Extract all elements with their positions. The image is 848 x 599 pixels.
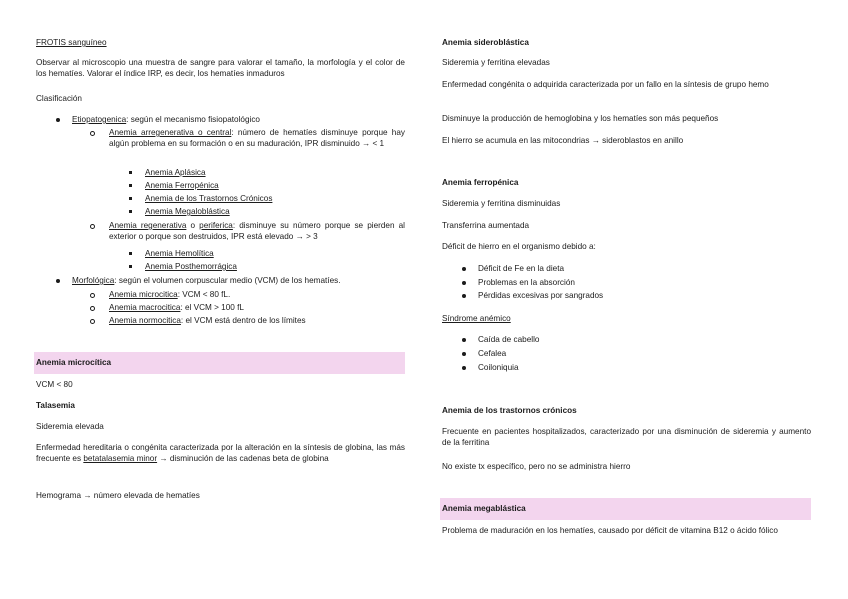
reg-item-label: Anemia Hemolítica (145, 249, 214, 258)
ferro-p3: Déficit de hierro en el organismo debido a: (442, 242, 596, 251)
betatalasemia-term: betatalasemia minor (83, 454, 158, 464)
talasemia-p3: Hemograma → número elevada de hematíes (36, 491, 200, 500)
talasemia-p2 (36, 442, 405, 464)
arreg-rest: : número de hematíes disminuye porque hay algún problema en su formación o en su maduración, IPR disminuido → < 1 (109, 128, 405, 149)
morfo-item-rest: : el VCM está dentro de los límites (180, 316, 306, 325)
circle-bullet-icon (90, 131, 95, 136)
sindrome-title: Síndrome anémico (442, 314, 511, 323)
ferro-item-label: Problemas en la absorción (478, 278, 575, 287)
arreg-item-label: Anemia Ferropénica (145, 181, 219, 190)
ferro-p2: Transferrina aumentada (442, 221, 530, 230)
reg-term-2: periferica (199, 221, 233, 230)
megablastica-header: Anemia megablástica (440, 498, 811, 520)
square-bullet-icon (129, 197, 132, 200)
morfo-rest: : según el volumen corpuscular medio (VCM) de los hematíes. (114, 276, 341, 285)
cronicos-p2: No existe tx específico, pero no se administra hierro (442, 462, 631, 471)
bullet-dot-icon (56, 118, 60, 122)
microcitica-header: Anemia microcítica (34, 352, 405, 374)
square-bullet-icon (129, 252, 132, 255)
bullet-dot-icon (462, 352, 466, 356)
bullet-dot-icon (462, 338, 466, 342)
sidero-title: Anemia sideroblástica (442, 38, 529, 47)
talasemia-p2-a: Enfermedad hereditaria o congénita caracterizada por la alteración en la síntesis de globina, las más frecuente es (36, 443, 405, 464)
frotis-intro: Observar al microscopio una muestra de sangre para valorar el tamaño, la morfología y el color de los hematíes. Valorar el índice IRP, es decir, los hematíes inmaduros (36, 58, 405, 79)
cronicos-title: Anemia de los trastornos crónicos (442, 406, 577, 415)
arreg-item-label: Anemia de los Trastornos Crónicos (145, 194, 273, 203)
morfo-item-term: Anemia macrocitica (109, 303, 181, 312)
ferro-item-label: Pérdidas excesivas por sangrados (478, 291, 604, 300)
circle-bullet-icon (90, 306, 95, 311)
ferro-p1: Sideremia y ferritina disminuidas (442, 199, 561, 208)
sindrome-item-label: Cefalea (478, 349, 507, 358)
mega-p1: Problema de maduración en los hematíes, causado por déficit de vitamina B12 o ácido fólico (442, 526, 778, 535)
sidero-p4: El hierro se acumula en las mitocondrias → sideroblastos en anillo (442, 136, 684, 145)
circle-bullet-icon (90, 319, 95, 324)
square-bullet-icon (129, 171, 132, 174)
bullet-dot-icon (462, 267, 466, 271)
sindrome-item-label: Coiloniquia (478, 363, 519, 372)
morfo-item-rest: : VCM < 80 fL. (177, 290, 231, 299)
reg-item-label: Anemia Posthemorrágica (145, 262, 237, 271)
square-bullet-icon (129, 184, 132, 187)
morfo-item-term: Anemia normocitica (109, 316, 181, 325)
bullet-dot-icon (56, 279, 60, 283)
ferro-title: Anemia ferropénica (442, 178, 519, 187)
arreg-item-label: Anemia Megaloblástica (145, 207, 230, 216)
bullet-dot-icon (462, 281, 466, 285)
clasificacion-label: Clasificación (36, 94, 82, 103)
reg-term-1: Anemia regenerativa (109, 221, 187, 230)
bullet-dot-icon (462, 294, 466, 298)
talasemia-title: Talasemia (36, 401, 75, 410)
morfo-item-rest: : el VCM > 100 fL (180, 303, 244, 312)
square-bullet-icon (129, 265, 132, 268)
circle-bullet-icon (90, 293, 95, 298)
morfo-term: Morfológica (72, 276, 115, 285)
frotis-title: FROTIS sanguíneo (36, 38, 107, 47)
sidero-p2: Enfermedad congénita o adquirida caracterizada por un fallo en la síntesis de grupo hemo (442, 80, 769, 89)
sidero-p1: Sideremia y ferritina elevadas (442, 58, 550, 67)
sindrome-item-label: Caída de cabello (478, 335, 540, 344)
etio-term: Etiopatogenica (72, 115, 127, 124)
reg-mid: o (186, 221, 200, 230)
reg-rest: : disminuye su número porque se pierden al exterior o porque son destruidos, IPR está elevado → > 3 (109, 221, 405, 242)
sidero-p3: Disminuye la producción de hemoglobina y los hematíes son más pequeños (442, 114, 719, 123)
arreg-item-label: Anemia Aplásica (145, 168, 206, 177)
morfo-item-term: Anemia microcitica (109, 290, 178, 299)
square-bullet-icon (129, 210, 132, 213)
vcm-text: VCM < 80 (36, 380, 73, 389)
arreg-term: Anemia arregenerativa o central (109, 128, 232, 137)
talasemia-p2-b: → disminución de las cadenas beta de globina (157, 454, 329, 464)
etio-rest: : según el mecanismo fisiopatológico (126, 115, 260, 124)
talasemia-p1: Sideremia elevada (36, 422, 104, 431)
cronicos-p1: Frecuente en pacientes hospitalizados, caracterizado por una disminución de sideremia y aumento de la ferritina (442, 427, 811, 448)
bullet-dot-icon (462, 366, 466, 370)
ferro-item-label: Déficit de Fe en la dieta (478, 264, 565, 273)
circle-bullet-icon (90, 224, 95, 229)
